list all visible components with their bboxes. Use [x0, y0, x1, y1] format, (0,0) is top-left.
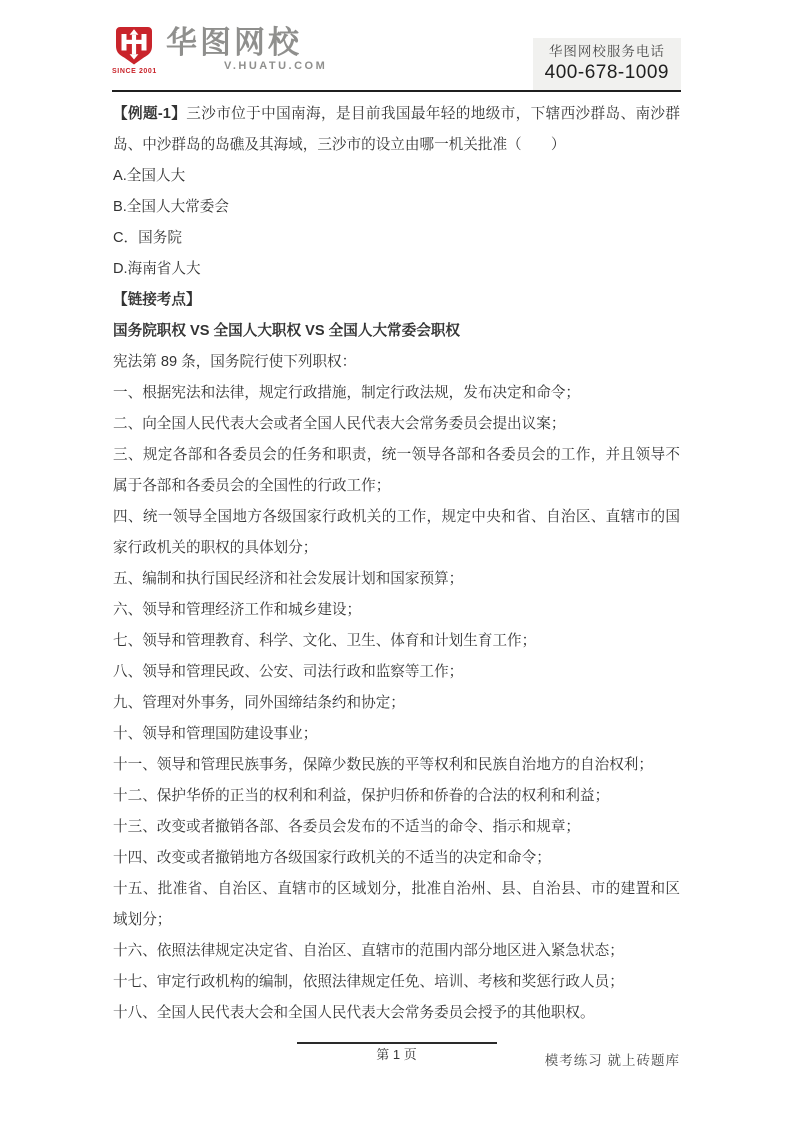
document-body	[113, 99, 680, 1029]
linked-point-heading: 国务院职权 VS 全国人大职权 VS 全国人大常委会职权	[113, 323, 461, 339]
statute-item-18: 十八、全国人民代表大会和全国人民代表大会常务委员会授予的其他职权。	[113, 1005, 595, 1021]
footer-page-block	[297, 1042, 497, 1063]
statute-item-13: 十三、改变或者撤销各部、各委员会发布的不适当的命令、指示和规章；	[113, 819, 581, 835]
linked-point-tag: 【链接考点】	[113, 292, 201, 308]
huatu-wordmark	[166, 26, 327, 73]
page-header	[112, 26, 681, 92]
statute-item-4: 四、统一领导全国地方各级国家行政机关的工作，规定中央和省、自治区、直辖市的国家行政机关的职权的具体划分；	[113, 509, 680, 556]
question-text: 三沙市位于中国南海，是目前我国最年轻的地级市，下辖西沙群岛、南沙群岛、中沙群岛的岛礁及其海域，三沙市的设立由哪一机关批准（ ）	[113, 106, 680, 153]
statute-item-15: 十五、批准省、自治区、直辖市的区域划分，批准自治州、县、自治县、市的建置和区域划分；	[113, 881, 680, 928]
service-phone-number: 400-678-1009	[544, 62, 669, 83]
option-a: A.全国人大	[113, 168, 186, 184]
statute-item-17: 十七、审定行政机构的编制，依照法律规定任免、培训、考核和奖惩行政人员；	[113, 974, 624, 990]
statute-item-10: 十、领导和管理国防建设事业；	[113, 726, 318, 742]
footer-slogan: 模考练习 就上砖题库	[544, 1053, 680, 1068]
option-d: D.海南省人大	[113, 261, 201, 277]
huatu-logo-mark	[112, 26, 156, 75]
huatu-logo	[112, 26, 327, 75]
statute-item-3: 三、规定各部和各委员会的任务和职责，统一领导各部和各委员会的工作，并且领导不属于各部和各委员会的全国性的行政工作；	[113, 447, 680, 494]
statute-item-16: 十六、依照法律规定决定省、自治区、直辖市的范围内部分地区进入紧急状态；	[113, 943, 624, 959]
service-phone-box	[533, 38, 681, 90]
statute-item-11: 十一、领导和管理民族事务，保障少数民族的平等权利和民族自治地方的自治权利；	[113, 757, 653, 773]
question-paragraph	[113, 99, 680, 161]
statute-intro: 宪法第 89 条，国务院行使下列职权：	[113, 354, 357, 370]
logo-name-text: 华图网校	[166, 25, 302, 60]
statute-item-1: 一、根据宪法和法律，规定行政措施，制定行政法规，发布决定和命令；	[113, 385, 581, 401]
statute-item-5: 五、编制和执行国民经济和社会发展计划和国家预算；	[113, 571, 464, 587]
statute-item-2: 二、向全国人民代表大会或者全国人民代表大会常务委员会提出议案；	[113, 416, 566, 432]
statute-item-12: 十二、保护华侨的正当的权利和利益，保护归侨和侨眷的合法的权利和利益；	[113, 788, 610, 804]
statute-item-6: 六、领导和管理经济工作和城乡建设；	[113, 602, 362, 618]
statute-item-7: 七、领导和管理教育、科学、文化、卫生、体育和计划生育工作；	[113, 633, 537, 649]
page-number: 第 1 页	[376, 1047, 417, 1062]
logo-domain-text: V.HUATU.COM	[224, 60, 328, 72]
service-phone-label: 华图网校服务电话	[548, 44, 665, 59]
statute-item-9: 九、管理对外事务，同外国缔结条约和协定；	[113, 695, 405, 711]
option-c: C．国务院	[113, 230, 182, 246]
huatu-shield-icon	[114, 26, 154, 66]
statute-item-8: 八、领导和管理民政、公安、司法行政和监察等工作；	[113, 664, 464, 680]
logo-since-label: SINCE 2001	[112, 68, 157, 75]
option-b: B.全国人大常委会	[113, 199, 229, 215]
question-tag: 【例题-1】	[113, 106, 187, 122]
statute-item-14: 十四、改变或者撤销地方各级国家行政机关的不适当的决定和命令；	[113, 850, 551, 866]
footer-divider	[297, 1042, 497, 1044]
